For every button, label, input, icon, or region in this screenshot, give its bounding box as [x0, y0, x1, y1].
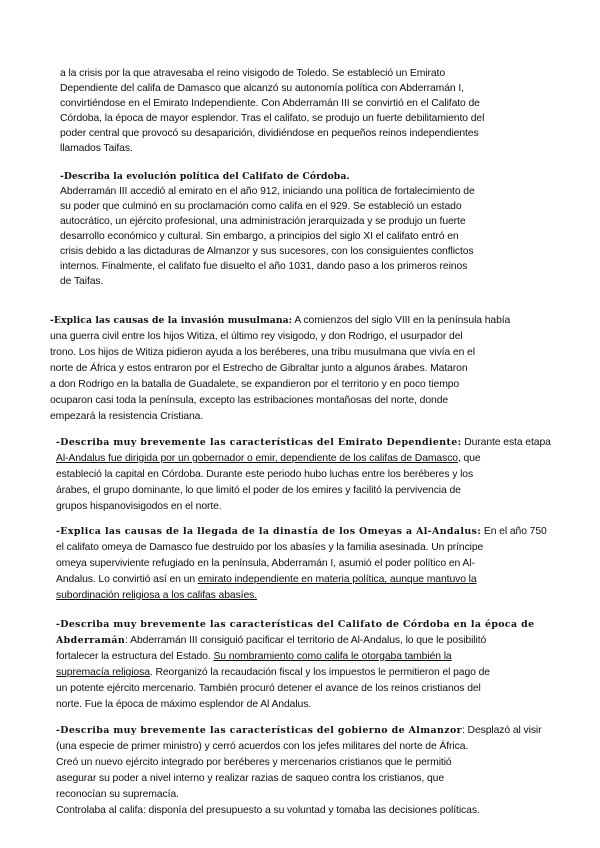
text-line: [56, 524, 556, 540]
text-line: [56, 588, 556, 604]
text-span: Andalus. Lo convirtió así en un: [56, 574, 198, 585]
text-line: Creó un nuevo ejército integrado por beréberes y mercenarios cristianos que le permitió: [56, 757, 452, 768]
text-line: desarrollo económico y cultural. Sin embargo, a principios del siglo XI el califato entró en: [60, 231, 459, 242]
califato-abderraman-section: [56, 617, 556, 713]
text-line: árabes, el grupo dominante, lo que limitó el poder de los emires y facilitó la pervivencia de: [56, 485, 461, 496]
text-span: fortalecer la estructura del Estado.: [56, 651, 214, 662]
text-line: [56, 649, 556, 665]
text-span: : Desplazó al visir: [461, 725, 542, 736]
text-line: omeya superviviente refugiado en la península, Abderramán I, asumió el poder político en Al-: [56, 558, 475, 569]
text-line: trono. Los hijos de Witiza pidieron ayuda a los beréberes, una tribu musulmana que vivía en el: [50, 347, 475, 358]
underlined-text: Su nombramiento como califa le otorgaba también la: [213, 651, 452, 662]
intro-paragraph: [60, 66, 550, 156]
text-line: el califato omeya de Damasco fue destruido por los abasíes y la familia asesinada. Un príncipe: [56, 542, 484, 553]
text-line: convirtiéndose en el Emirato Independiente. Con Abderramán III se convirtió en el Califato de: [60, 98, 480, 109]
text-line: Controlaba al califa: disponía del presupuesto a su voluntad y tomaba las decisiones políticas.: [56, 805, 480, 816]
section-heading: -Describa muy brevemente las características del Califato de Córdoba en la época de: [56, 619, 535, 630]
text-line: Abderramán III accedió al emirato en el año 912, iniciando una política de fortalecimiento de: [60, 186, 475, 197]
almanzor-section: [56, 723, 556, 819]
omeyas-section: [56, 524, 556, 604]
section-heading: -Describa muy brevemente las características del Emirato Dependiente:: [56, 437, 462, 448]
text-line: [56, 665, 556, 681]
section-heading: -Describa la evolución política del Califato de Córdoba.: [60, 171, 350, 182]
text-line: asegurar su poder a nivel interno y realizar razias de saqueo contra los cristianos, que: [56, 773, 444, 784]
text-line: [56, 435, 556, 451]
text-line: llamados Taifas.: [60, 143, 133, 154]
text-span: , que: [457, 453, 481, 464]
califato-evolution-section: [60, 169, 550, 289]
text-span: A comienzos del siglo VIII en la península había: [292, 315, 511, 326]
text-line: su poder que culminó en su proclamación como califa en el 929. Se estableció un estado: [60, 201, 462, 212]
text-span: : Abderramán III consiguió pacificar el territorio de Al-Andalus, lo que le posibilitó: [125, 635, 487, 646]
text-line: a la crisis por la que atravesaba el reino visigodo de Toledo. Se estableció un Emirato: [60, 68, 446, 79]
text-line: poder central que provocó su desaparición, dividiéndose en pequeños reinos independientes: [60, 128, 479, 139]
text-span: . Reorganizó la recaudación fiscal y los impuestos le permitieron el pago de: [149, 667, 490, 678]
text-line: autocrático, un ejército profesional, una administración jerarquizada y se produjo un fuerte: [60, 216, 466, 227]
text-line: crisis debido a las dictaduras de Almanzor y sus sucesores, con los consiguientes conflictos: [60, 246, 474, 257]
text-line: una guerra civil entre los hijos Witiza, el último rey visigodo, y don Rodrigo, el usurpador del: [50, 331, 463, 342]
text-line: estableció la capital en Córdoba. Durante este periodo hubo luchas entre los beréberes y los: [56, 469, 474, 480]
text-line: norte. Fue la época de máximo esplendor de Al Andalus.: [56, 699, 312, 710]
section-heading: -Explica las causas de la invasión musulmana:: [50, 315, 293, 326]
text-line: (una especie de primer ministro) y cerró acuerdos con los jefes militares del norte de África.: [56, 741, 469, 752]
text-line: Dependiente del califa de Damasco que alcanzó su autonomía política con Abderramán I,: [60, 83, 464, 94]
underlined-text: emirato independiente en materia política, aunque mantuvo la: [197, 574, 477, 585]
text-line: a don Rodrigo en la batalla de Guadalete, se expandieron por el territorio y en poco tiempo: [50, 379, 460, 390]
text-line: ocuparon casi toda la península, excepto las estribaciones montañosas del norte, donde: [50, 395, 449, 406]
text-line: grupos hispanovisigodos en el norte.: [56, 501, 222, 512]
text-line: reconocían su supremacía.: [56, 789, 179, 800]
text-line: [56, 723, 556, 739]
section-heading: -Describa muy brevemente las características del gobierno de Almanzor: [56, 725, 462, 736]
text-line: [56, 633, 556, 649]
invasion-causes-section: [50, 313, 560, 425]
text-line: norte de África y estos entraron por el Estrecho de Gibraltar junto a algunos árabes. Mataron: [50, 363, 468, 374]
underlined-text: supremacía religiosa: [56, 667, 150, 678]
text-line: [56, 451, 556, 467]
text-line: [56, 572, 556, 588]
section-heading-cont: Abderramán: [56, 635, 126, 646]
underlined-text: subordinación religiosa a los califas abasíes.: [56, 590, 258, 601]
text-line: de Taifas.: [60, 276, 104, 287]
text-line: [50, 313, 560, 329]
underlined-text: Al-Andalus fue dirigida por un gobernador o emir, dependiente de los califas de Damasco: [56, 453, 458, 464]
text-span: Durante esta etapa: [461, 437, 551, 448]
text-line: Córdoba, la época de mayor esplendor. Tras el califato, se produjo un fuerte debilitamiento del: [60, 113, 485, 124]
text-line: empezará la resistencia Cristiana.: [50, 411, 204, 422]
text-line: internos. Finalmente, el califato fue disuelto el año 1031, dando paso a los primeros reinos: [60, 261, 468, 272]
emirato-dependiente-section: [56, 435, 556, 515]
text-line: un potente ejército mercenario. También procuró detener el avance de los reinos cristianos del: [56, 683, 481, 694]
section-heading: -Explica las causas de la llegada de la dinastía de los Omeyas a Al-Andalus:: [56, 526, 482, 537]
text-span: En el año 750: [481, 526, 547, 537]
